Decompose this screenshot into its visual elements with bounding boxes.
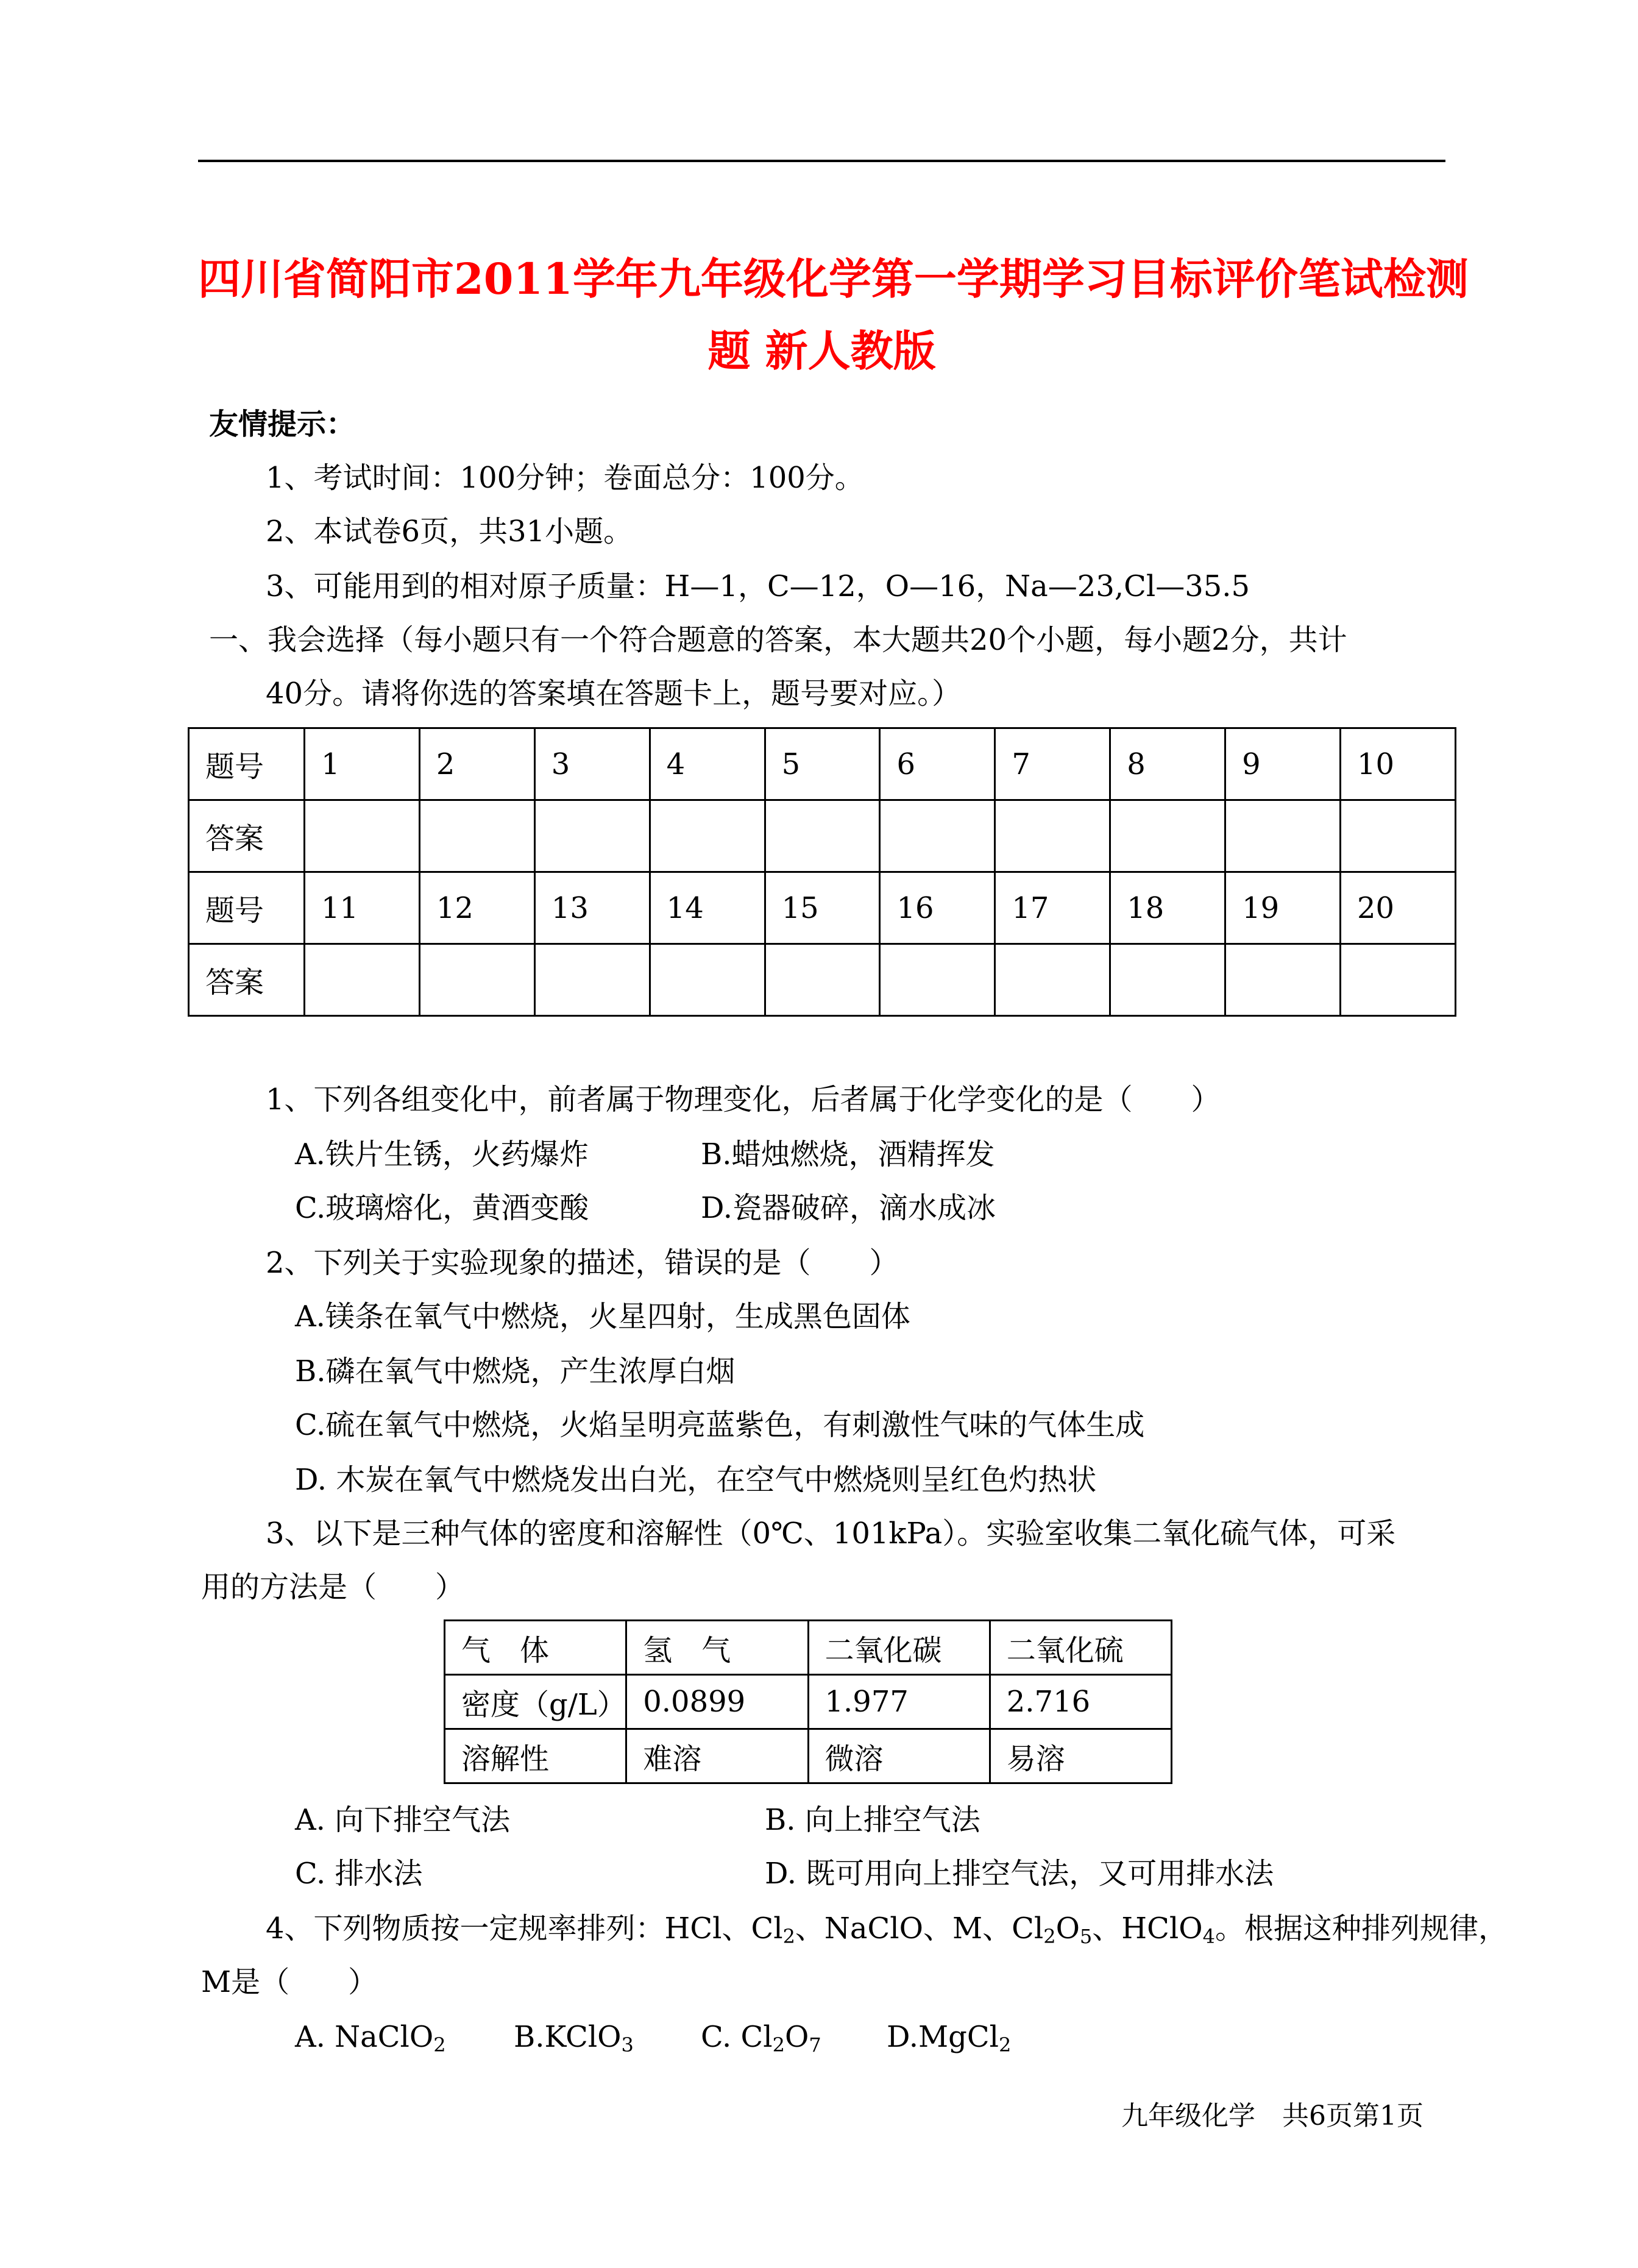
question-1-option-b: B.蜡烛燃烧，酒精挥发 — [701, 1137, 995, 1171]
section1-line-1: 一、我会选择（每小题只有一个符合题意的答案，本大题共20个小题，每小题2分，共计 — [209, 623, 1347, 657]
stem-text: 4、下列物质按一定规率排列：HCl、Cl — [266, 1911, 783, 1946]
stem-text: 、HClO — [1092, 1911, 1203, 1946]
question-1-option-d: D.瓷器破碎，滴水成冰 — [701, 1191, 996, 1225]
question-number-cell: 6 — [880, 728, 995, 800]
subscript: 2 — [1043, 1925, 1056, 1948]
question-4-stem-line-1 — [266, 1909, 1508, 1948]
question-number-cell: 7 — [995, 728, 1110, 800]
row-label-answer: 答案 — [189, 800, 305, 872]
table-cell: 密度（g/L） — [445, 1675, 626, 1729]
tip-item-2: 2、本试卷6页，共31小题。 — [266, 514, 633, 549]
question-2-option-b: B.磷在氧气中燃烧，产生浓厚白烟 — [295, 1354, 736, 1388]
answer-cell[interactable] — [880, 800, 995, 872]
table-cell: 二氧化碳 — [808, 1621, 990, 1675]
question-1-stem: 1、下列各组变化中，前者属于物理变化，后者属于化学变化的是（ ） — [266, 1082, 1221, 1117]
question-4-stem-line-2: M是（ ） — [201, 1965, 378, 1999]
row-label-number: 题号 — [189, 872, 305, 944]
answer-cell[interactable] — [650, 944, 765, 1016]
answer-cell[interactable] — [419, 944, 534, 1016]
row-label-number: 题号 — [189, 728, 305, 800]
stem-text: 、NaClO、M、Cl — [795, 1911, 1044, 1946]
tip-item-1: 1、考试时间：100分钟；卷面总分：100分。 — [266, 461, 864, 495]
question-number-cell: 11 — [305, 872, 420, 944]
table-row — [189, 944, 1456, 1016]
answer-cell[interactable] — [1341, 944, 1456, 1016]
question-3-option-c: C. 排水法 — [295, 1857, 423, 1891]
answer-cell[interactable] — [1341, 800, 1456, 872]
question-number-cell: 1 — [305, 728, 420, 800]
table-cell: 难溶 — [626, 1729, 808, 1783]
table-cell: 气 体 — [445, 1621, 626, 1675]
page-footer: 九年级化学 共6页第1页 — [1121, 2100, 1424, 2131]
answer-cell[interactable] — [305, 944, 420, 1016]
question-number-cell: 12 — [419, 872, 534, 944]
stem-text: 。根据这种排列规律， — [1214, 1911, 1508, 1946]
question-4-option-c — [701, 2017, 821, 2056]
table-cell: 氢 气 — [626, 1621, 808, 1675]
option-text: A. NaClO — [295, 2020, 434, 2054]
option-text: D.MgCl — [887, 2020, 999, 2054]
answer-cell[interactable] — [1225, 800, 1341, 872]
table-cell: 0.0899 — [626, 1675, 808, 1729]
question-number-cell: 20 — [1341, 872, 1456, 944]
table-cell: 易溶 — [990, 1729, 1171, 1783]
title-line-1: 四川省简阳市2011学年九年级化学第一学期学习目标评价笔试检测 — [198, 254, 1469, 304]
question-3-stem-line-2: 用的方法是（ ） — [201, 1570, 465, 1604]
option-text: O — [784, 2020, 809, 2054]
table-row — [189, 872, 1456, 944]
question-4-option-b — [514, 2017, 634, 2056]
table-row — [189, 728, 1456, 800]
table-cell: 1.977 — [808, 1675, 990, 1729]
subscript: 4 — [1202, 1925, 1215, 1948]
answer-cell[interactable] — [1110, 944, 1225, 1016]
answer-cell[interactable] — [995, 800, 1110, 872]
row-label-answer: 答案 — [189, 944, 305, 1016]
answer-cell[interactable] — [995, 944, 1110, 1016]
question-number-cell: 15 — [765, 872, 880, 944]
question-3-option-a: A. 向下排空气法 — [295, 1803, 511, 1837]
question-number-cell: 16 — [880, 872, 995, 944]
table-row — [445, 1675, 1172, 1729]
answer-cell[interactable] — [765, 944, 880, 1016]
question-3-stem-line-1: 3、以下是三种气体的密度和溶解性（0℃、101kPa）。实验室收集二氧化硫气体，可采 — [266, 1516, 1396, 1551]
answer-cell[interactable] — [305, 800, 420, 872]
subscript: 5 — [1079, 1925, 1093, 1948]
question-4-option-a — [295, 2017, 446, 2056]
answer-cell[interactable] — [534, 800, 650, 872]
stem-text: O — [1055, 1911, 1080, 1946]
table-row — [445, 1621, 1172, 1675]
answer-cell[interactable] — [1225, 944, 1341, 1016]
table-row — [445, 1729, 1172, 1783]
section1-line-2: 40分。请将你选的答案填在答题卡上，题号要对应。） — [266, 677, 962, 711]
question-2-option-c: C.硫在氧气中燃烧，火焰呈明亮蓝紫色，有刺激性气味的气体生成 — [295, 1408, 1145, 1442]
question-number-cell: 10 — [1341, 728, 1456, 800]
answer-cell[interactable] — [534, 944, 650, 1016]
subscript: 2 — [433, 2033, 446, 2056]
question-number-cell: 19 — [1225, 872, 1341, 944]
subscript: 2 — [772, 2033, 785, 2056]
gas-properties-table — [444, 1619, 1172, 1784]
question-number-cell: 18 — [1110, 872, 1225, 944]
title-line-2: 题 新人教版 — [707, 325, 936, 376]
question-3-option-b: B. 向上排空气法 — [765, 1803, 980, 1837]
question-1-option-a: A.铁片生锈，火药爆炸 — [295, 1137, 589, 1171]
option-text: B.KClO — [514, 2020, 622, 2054]
table-row — [189, 800, 1456, 872]
answer-cell[interactable] — [1110, 800, 1225, 872]
answer-cell[interactable] — [880, 944, 995, 1016]
question-4-option-d — [887, 2017, 1011, 2056]
question-number-cell: 17 — [995, 872, 1110, 944]
subscript: 2 — [782, 1925, 795, 1948]
question-number-cell: 8 — [1110, 728, 1225, 800]
subscript: 2 — [998, 2033, 1012, 2056]
answer-cell[interactable] — [765, 800, 880, 872]
option-text: C. Cl — [701, 2020, 773, 2054]
subscript: 7 — [809, 2033, 821, 2056]
answer-cell[interactable] — [650, 800, 765, 872]
header-rule — [198, 160, 1445, 162]
question-number-cell: 13 — [534, 872, 650, 944]
question-number-cell: 4 — [650, 728, 765, 800]
answer-cell[interactable] — [419, 800, 534, 872]
question-number-cell: 14 — [650, 872, 765, 944]
tips-heading: 友情提示： — [209, 407, 356, 441]
subscript: 3 — [621, 2033, 634, 2056]
question-2-option-a: A.镁条在氧气中燃烧，火星四射，生成黑色固体 — [295, 1299, 910, 1334]
question-2-option-d: D. 木炭在氧气中燃烧发出白光，在空气中燃烧则呈红色灼热状 — [295, 1463, 1097, 1497]
question-number-cell: 3 — [534, 728, 650, 800]
table-cell: 微溶 — [808, 1729, 990, 1783]
tip-item-3: 3、可能用到的相对原子质量：H—1，C—12，O—16，Na—23,Cl—35.5 — [266, 569, 1250, 603]
answer-card-table — [188, 727, 1456, 1017]
question-1-option-c: C.玻璃熔化，黄酒变酸 — [295, 1191, 589, 1225]
table-cell: 2.716 — [990, 1675, 1171, 1729]
question-2-stem: 2、下列关于实验现象的描述，错误的是（ ） — [266, 1246, 899, 1280]
question-3-option-d: D. 既可用向上排空气法，又可用排水法 — [765, 1857, 1274, 1891]
table-cell: 二氧化硫 — [990, 1621, 1171, 1675]
question-number-cell: 2 — [419, 728, 534, 800]
table-cell: 溶解性 — [445, 1729, 626, 1783]
question-number-cell: 9 — [1225, 728, 1341, 800]
question-number-cell: 5 — [765, 728, 880, 800]
